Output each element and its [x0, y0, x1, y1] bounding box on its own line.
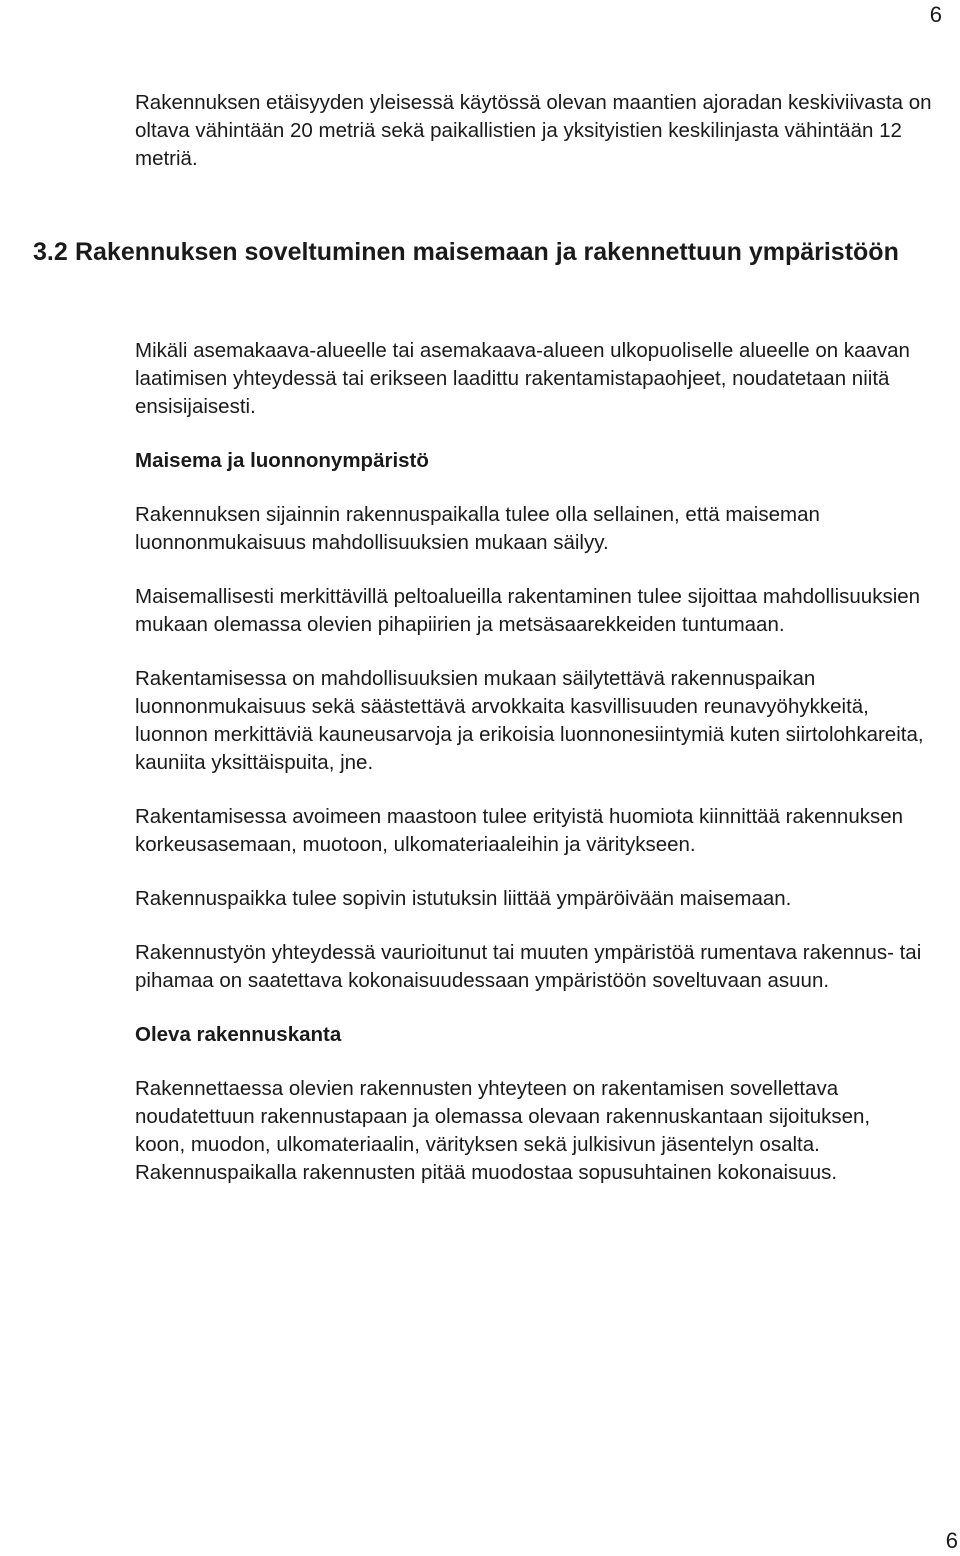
- landscape-paragraph: Rakentamisessa avoimeen maastoon tulee erityistä huomiota kiinnittää rakennuksen korkeusasemaan, muotoon, ulkomateriaaleihin ja väritykseen.: [135, 805, 904, 856]
- landscape-paragraph: Rakennuksen sijainnin rakennuspaikalla tulee olla sellainen, että maiseman luonnonmukaisuus mahdollisuuksien mukaan säilyy.: [135, 503, 820, 554]
- landscape-paragraph: Maisemallisesti merkittävillä peltoalueilla rakentaminen tulee sijoittaa mahdollisuuksien mukaan olemassa olevien pihapiirien ja metsäsaarekkeiden tuntumaan.: [135, 585, 921, 636]
- landscape-paragraph: Rakennuspaikka tulee sopivin istutuksin liittää ympäröivään maisemaan.: [135, 887, 792, 910]
- existing-buildings-heading: Oleva rakennuskanta: [135, 1023, 342, 1046]
- section-number: 3.2: [33, 238, 68, 266]
- section-intro-paragraph: Mikäli asemakaava-alueelle tai asemakaava-alueen ulkopuoliselle alueelle on kaavan laatimisen yhteydessä tai erikseen laadittu rakentamistapaohjeet, noudatetaan niitä ensisijaisesti.: [135, 339, 910, 418]
- section-content: [135, 337, 925, 1213]
- existing-buildings-paragraph: Rakennettaessa olevien rakennusten yhteyteen on rakentamisen sovellettava noudatettuun rakennustapaan ja olemassa olevaan rakennuskantaan sijoituksen, koon, muodon, ulkomateriaalin, värityksen sekä julkisivun jäsentelyn osalta. Rakennuspaikalla rakennusten pitää muodostaa sopusuhtainen kokonaisuus.: [135, 1077, 871, 1184]
- landscape-paragraph: Rakentamisessa on mahdollisuuksien mukaan säilytettävä rakennuspaikan luonnonmukaisuus sekä säästettävä arvokkaita kasvillisuuden reunavyöhykkeitä, luonnon merkittäviä kauneusarvoja ja erikoisia luonnonesiintymiä kuten siirtolohkareita, kauniita yksittäispuita, jne.: [135, 667, 924, 774]
- intro-paragraph: Rakennuksen etäisyyden yleisessä käytössä olevan maantien ajoradan keskiviivasta on oltava vähintään 20 metriä sekä paikallistien ja yksityistien keskilinjasta vähintään 12 metriä.: [135, 91, 932, 170]
- landscape-heading: Maisema ja luonnonympäristö: [135, 449, 429, 472]
- page-number-top: 6: [929, 2, 942, 27]
- landscape-paragraph: Rakennustyön yhteydessä vaurioitunut tai muuten ympäristöä rumentava rakennus- tai pihamaa on saatettava kokonaisuudessaan ympäristöön soveltuvaan asuun.: [135, 941, 922, 992]
- section-heading: [33, 236, 913, 269]
- page-number-bottom: 6: [945, 1528, 958, 1553]
- section-title: Rakennuksen soveltuminen maisemaan ja rakennettuun ympäristöön: [75, 238, 899, 266]
